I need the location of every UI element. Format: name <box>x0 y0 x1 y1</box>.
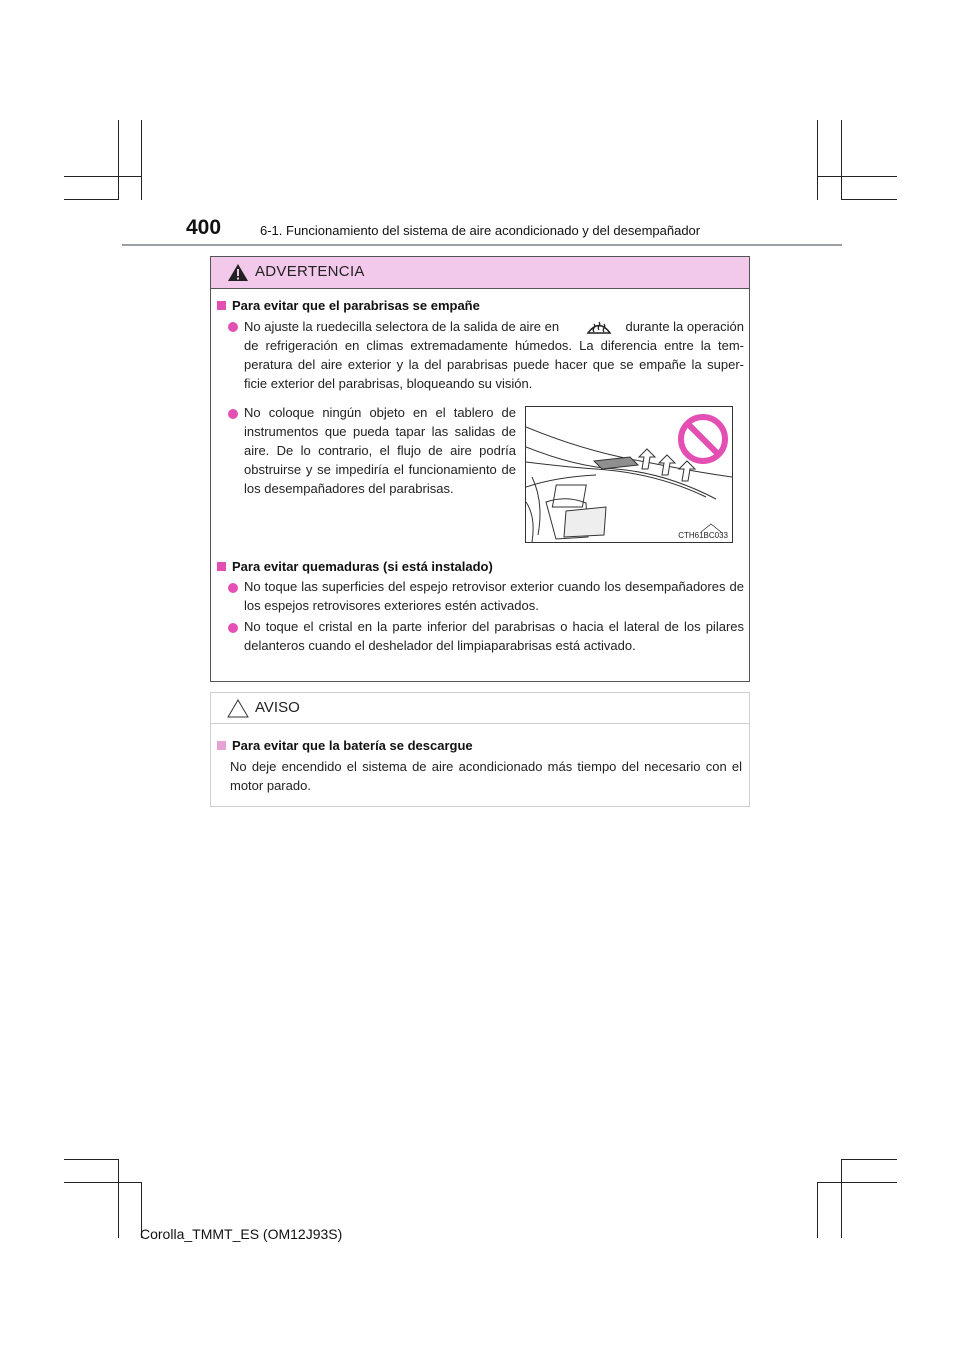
heading-text: Para evitar que el parabrisas se empañe <box>232 298 480 313</box>
warning-triangle-icon <box>227 263 249 282</box>
warning-heading-fog <box>217 298 480 313</box>
notice-heading <box>217 738 473 753</box>
text-line: de refrigeración en climas extremadamente húmedos. La diferencia entre la tem- <box>244 338 744 353</box>
section-title: 6-1. Funcionamiento del sistema de aire acondicionado y del desempañador <box>260 223 701 238</box>
square-bullet-icon <box>217 301 226 310</box>
bullet-icon <box>228 623 238 633</box>
caution-triangle-icon <box>227 699 249 718</box>
warning-fog-bullet-2: No coloque ningún objeto en el tablero de instrumentos que pueda tapar las salidas de aire. De lo contrario, el flujo de aire podría obstruirse y se impediría el funcionamiento de los desempañadores del parabrisas. <box>244 405 516 496</box>
text-line: No ajuste la ruedecilla selectora de la salida de aire en <box>244 319 560 334</box>
warning-label: ADVERTENCIA <box>255 263 365 280</box>
bullet-icon <box>228 409 238 419</box>
page-number: 400 <box>186 216 222 239</box>
text-line: ficie exterior del parabrisas, bloqueando su visión. <box>244 376 533 391</box>
warning-burns-bullet-1: No toque las superficies del espejo retrovisor exterior cuando los desempañadores de los espejos retrovisores exteriores estén activados. <box>244 579 744 613</box>
dashboard-illustration <box>525 406 733 543</box>
warning-burns-bullet-2: No toque el cristal en la parte inferior del parabrisas o hacia el lateral de los pilares delanteros cuando el deshelador del limpiaparabrisas está activado. <box>244 619 744 653</box>
warning-heading-burns <box>217 559 493 574</box>
warning-header <box>211 257 749 289</box>
heading-text: Para evitar que la batería se descargue <box>232 738 473 753</box>
warning-fog-bullet-1 <box>244 317 744 393</box>
figure-code: CTH61BC033 <box>678 531 728 540</box>
bullet-icon <box>228 322 238 332</box>
notice-label: AVISO <box>255 699 300 716</box>
windshield-defroster-icon <box>585 316 613 338</box>
text-line: peratura del aire exterior y la del parabrisas puede hacer que se empañe la super- <box>244 357 744 372</box>
square-bullet-icon <box>217 741 226 750</box>
square-bullet-icon <box>217 562 226 571</box>
notice-header <box>211 693 749 724</box>
notice-text: No deje encendido el sistema de aire acondicionado más tiempo del necesario con el motor parado. <box>230 759 742 793</box>
heading-text: Para evitar quemaduras (si está instalado) <box>232 559 493 574</box>
header-rule <box>122 244 842 246</box>
bullet-icon <box>228 583 238 593</box>
footer-text: Corolla_TMMT_ES (OM12J93S) <box>140 1226 343 1242</box>
text-line: durante la operación <box>625 319 744 334</box>
prohibition-icon <box>676 412 730 466</box>
